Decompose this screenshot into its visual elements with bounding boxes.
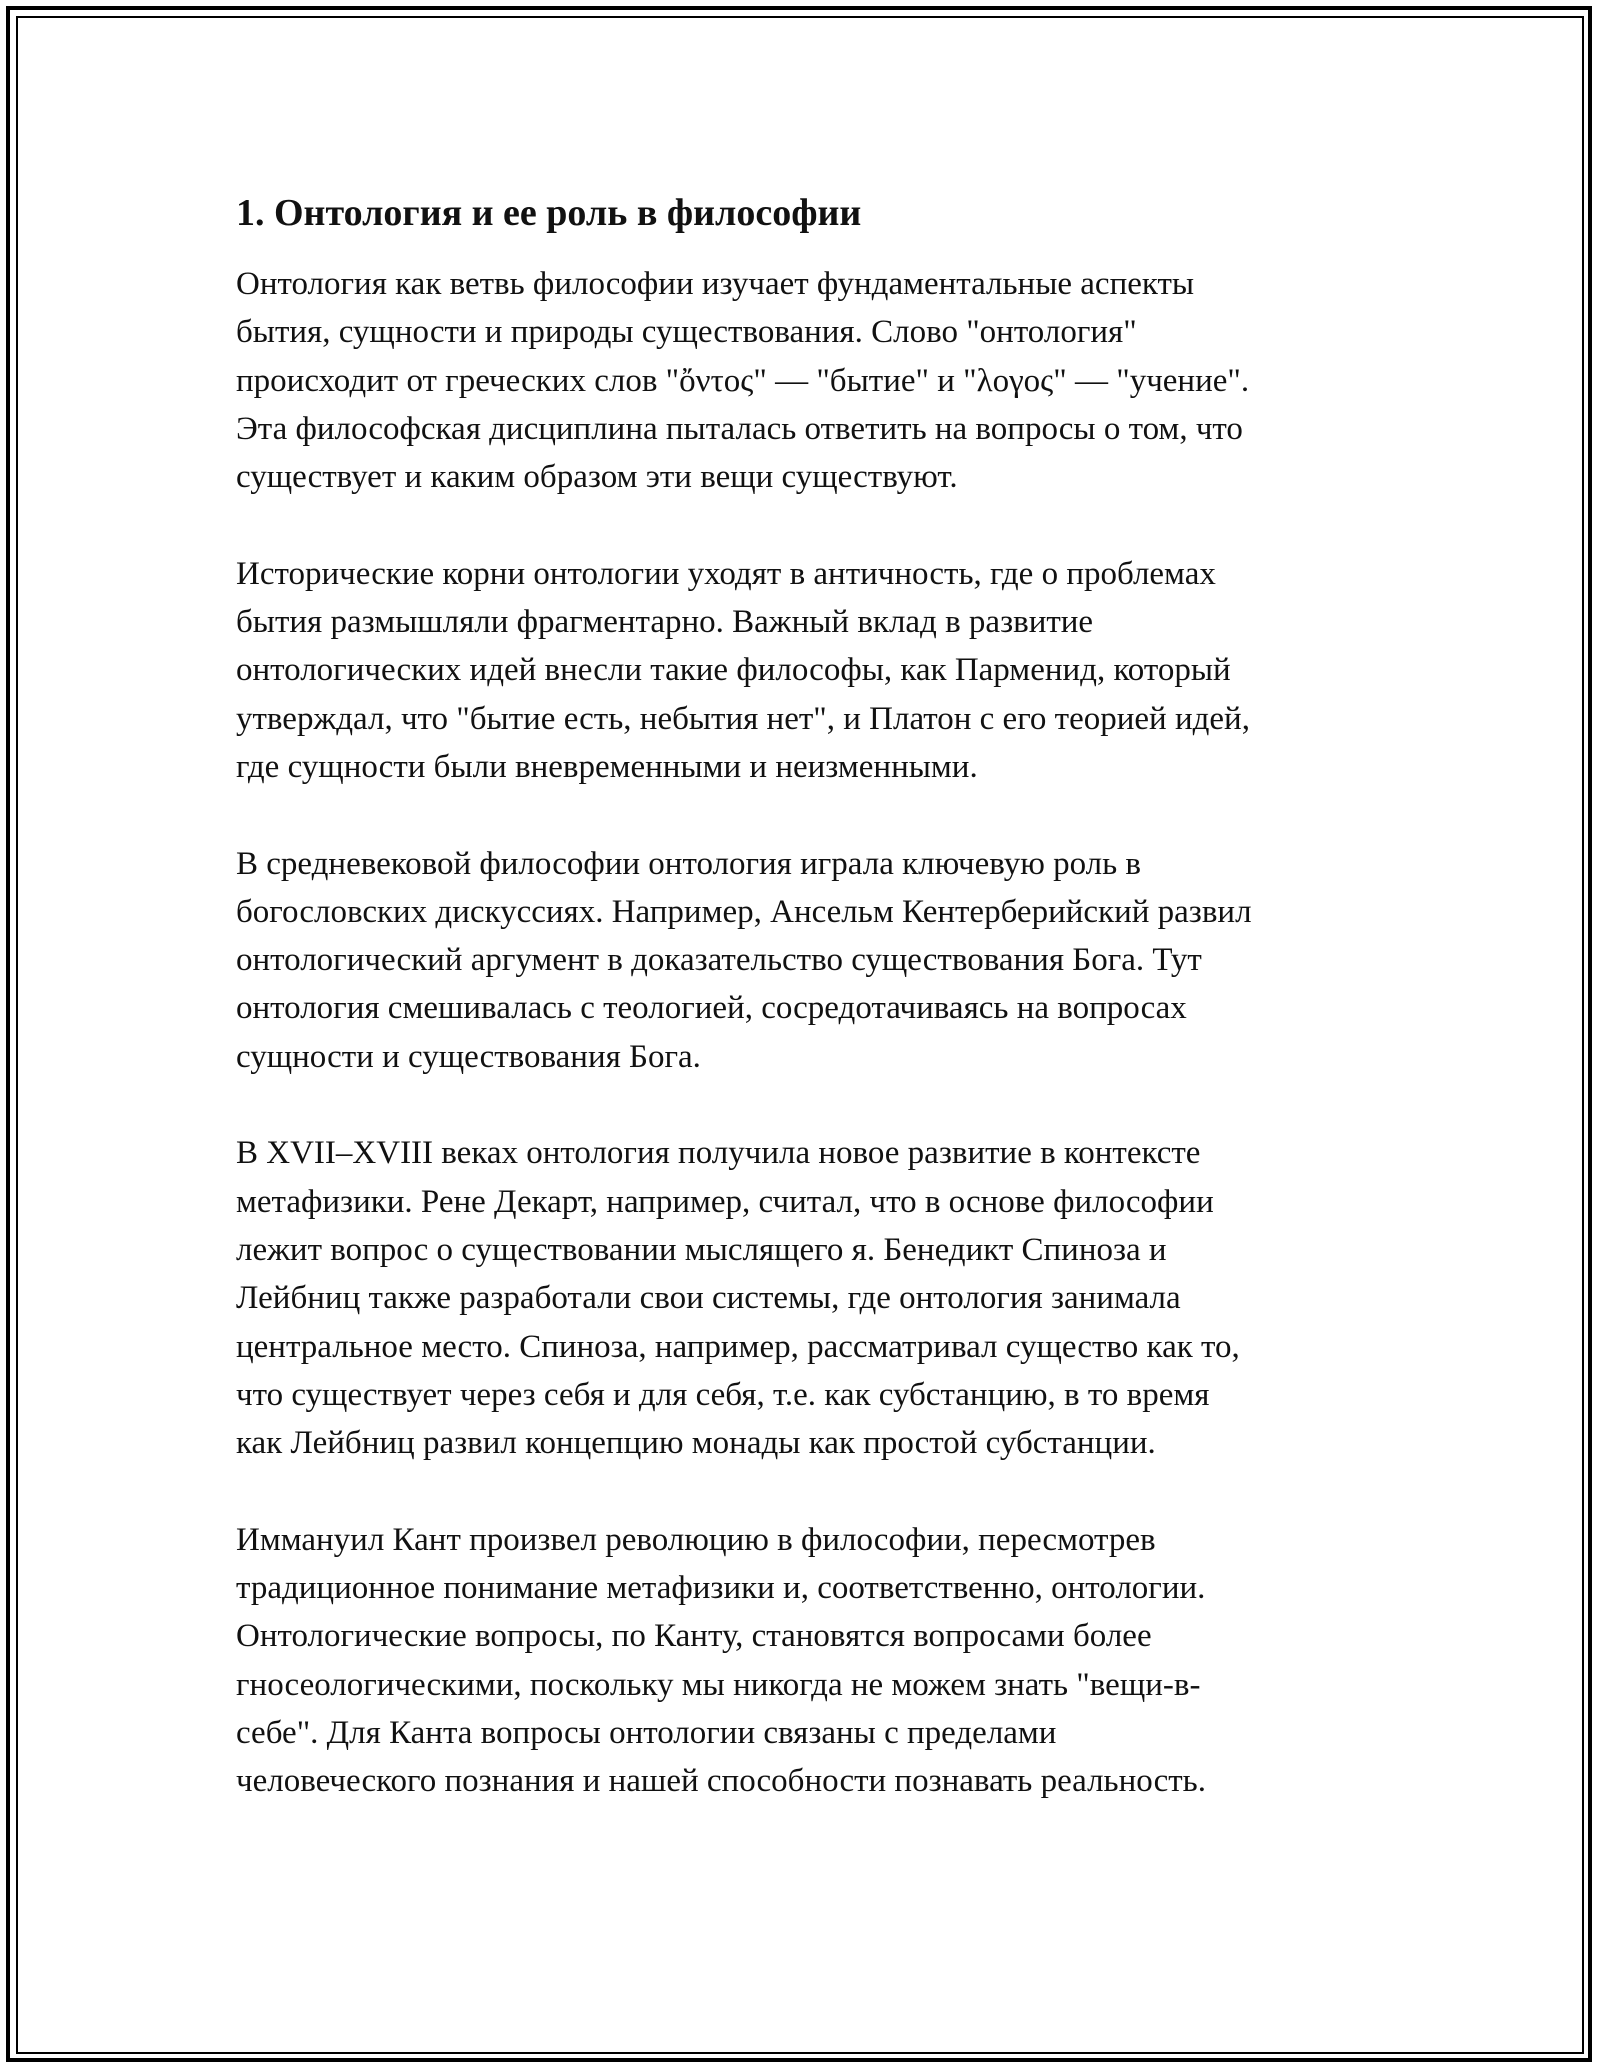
- paragraph-middle-ages: В средневековой философии онтология играла ключевую роль в богословских дискуссиях. Например, Ансельм Кентерберийский развил онтологический аргумент в доказательство существования Бога. Тут онтология смешивалась с теологией, сосредотачиваясь на вопросах сущности и существования Бога.: [236, 845, 1252, 1075]
- section-heading: 1. Онтология и ее роль в философии: [236, 192, 862, 234]
- paragraph-kant: Иммануил Кант произвел революцию в философии, пересмотрев традиционное понимание метафизики и, соответственно, онтологии. Онтологические вопросы, по Канту, становятся вопросами более гносеологическими, поскольку мы никогда не можем знать "вещи-в- себе". Для Канта вопросы онтологии связаны с пределами человеческого познания и нашей способности познавать реальность.: [236, 1521, 1206, 1800]
- paragraph-modern-era: В XVII–XVIII веках онтология получила новое развитие в контексте метафизики. Рене Декарт, например, считал, что в основе философии лежит вопрос о существовании мыслящего я. Бенедикт Спиноза и Лейбниц также разработали свои системы, где онтология занимала центральное место. Спиноза, например, рассматривал существо как то, что существует через себя и для себя, т.е. как субстанцию, в то время как Лейбниц развил концепцию монады как простой субстанции.: [236, 1135, 1240, 1462]
- document-body: [236, 188, 1386, 1806]
- paragraph-antiquity: Исторические корни онтологии уходят в античность, где о проблемах бытия размышляли фрагментарно. Важный вклад в развитие онтологических идей внесли такие философы, как Парменид, который утверждал, что "бытие есть, небытия нет", и Платон с его теорией идей, где сущности были вневременными и неизменными.: [236, 555, 1250, 785]
- paragraph-definition: Онтология как ветвь философии изучает фундаментальные аспекты бытия, сущности и природы существования. Слово "онтология" происходит от греческих слов "ὄντος" — "бытие" и "λογος" — "учение". Эта философская дисциплина пыталась ответить на вопросы о том, что существует и каким образом эти вещи существуют.: [236, 266, 1250, 496]
